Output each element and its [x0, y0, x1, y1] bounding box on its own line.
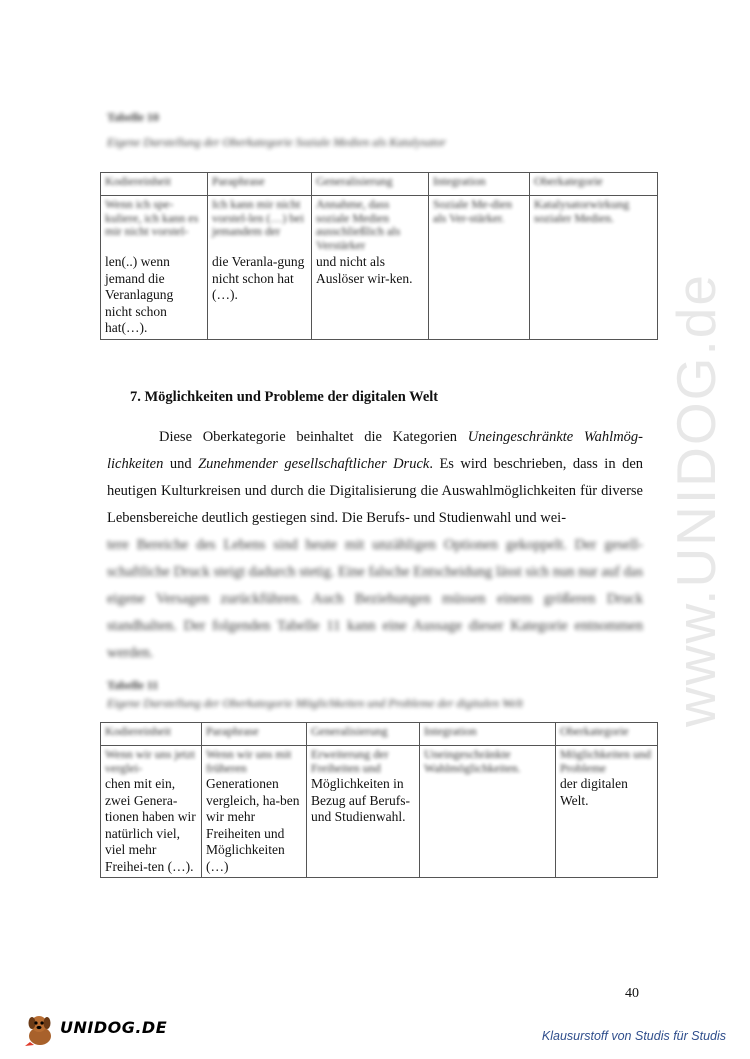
table11-cell-blurred: Uneingeschränkte Wahlmöglichkeiten. [424, 747, 521, 775]
logo-text: UNIDOG.DE [60, 1018, 168, 1037]
table10-cell-blurred: Ich kann mir nicht vorstel-len (…) bei jemandem der [212, 197, 304, 238]
blurred-paragraph: tere Bereiche des Lebens sind heute mit unzähligen Optionen gekoppelt. Der gesell-schaftliche Druck steigt dadurch stetig. Eine falsche Entscheidung lässt sich nun nur auf das eigene Versagen zurückführen. Auch Beziehungen müssen einem größeren Druck standhalten. Der folgenden Tabelle 11 kann eine Aussage dieser Kategorie entnommen werden. [107, 537, 643, 661]
category-name-1: Uneingeschränkte Wahlmög-lichkeiten [107, 429, 643, 472]
table11-cell-blurred: Wenn wir uns mit früheren [206, 747, 292, 775]
page-number: 40 [625, 986, 639, 1001]
table-row [101, 196, 658, 340]
section-paragraph [107, 424, 643, 532]
footer-tagline: Klausurstoff von Studis für Studis [541, 1029, 726, 1043]
table11-cell: der digitalen Welt. [560, 776, 628, 808]
table11-header: Generalisierung [311, 724, 388, 738]
table11-header: Paraphrase [206, 724, 259, 738]
table11-label: Tabelle 11 [107, 678, 159, 692]
table10-header: Generalisierung [316, 174, 393, 188]
category-name-2: Zunehmender gesellschaftlicher Druck [198, 456, 430, 472]
table10-title: Eigene Darstellung der Oberkategorie Soziale Medien als Katalysator [107, 135, 446, 149]
table10-cell-blurred: Annahme, dass soziale Medien ausschließlich als Verstärker [316, 197, 401, 252]
table10-cell: len(..) wenn jemand die Veranlagung nicht schon hat(…). [105, 254, 174, 335]
watermark [636, 273, 750, 727]
table11-cell-blurred: Möglichkeiten und Probleme [560, 747, 651, 775]
table10 [100, 172, 658, 340]
section-heading: 7. Möglichkeiten und Probleme der digitalen Welt [130, 389, 439, 405]
table10-cell: und nicht als Auslöser wir-ken. [316, 254, 413, 286]
table10-header: Integration [433, 174, 486, 188]
table11-header: Kodiereinheit [105, 724, 171, 738]
table11-cell-blurred: Erweiterung der Freiheiten und [311, 747, 389, 775]
table10-header: Paraphrase [212, 174, 265, 188]
table10-cell: die Veranla-gung nicht schon hat (…). [212, 254, 305, 302]
table11-cell-blurred: Wenn wir uns jetzt verglei- [105, 747, 196, 775]
unidog-logo[interactable] [22, 1012, 168, 1048]
table11-cell: chen mit ein, zwei Genera-tionen haben wir natürlich viel, viel mehr Freihei-ten (…). [105, 776, 196, 874]
table10-header: Kodiereinheit [105, 174, 171, 188]
paragraph-text-rest: . Es wird beschrieben, dass in den heutigen Kulturkreisen und durch die Digitalisierung die Auswahlmöglichkeiten für diverse Lebensbereiche deutlich gestiegen sind. Die Berufs- und Studienwahl und wei- [107, 456, 644, 526]
table11-header: Integration [424, 724, 477, 738]
dog-mascot-icon [22, 1012, 58, 1048]
table11 [100, 722, 658, 878]
paragraph-text-mid: und [163, 456, 199, 472]
table11-cell: Generationen vergleich, ha-ben wir mehr Freiheiten und Möglichkeiten (…) [206, 776, 300, 874]
table10-cell-blurred: Katalysatorwirkung sozialer Medien. [534, 197, 630, 225]
table10-cell-blurred: Soziale Me-dien als Ver-stärker. [433, 197, 512, 225]
table10-label: Tabelle 10 [107, 110, 159, 124]
table-row [101, 746, 658, 878]
table10-cell-blurred: Wenn ich spe-kuliere, ich kann es mir nicht vorstel- [105, 197, 199, 238]
paragraph-text-start: Diese Oberkategorie beinhaltet die Kategorien [159, 429, 468, 445]
table11-cell: Möglichkeiten in Bezug auf Berufs- und Studienwahl. [311, 776, 410, 824]
table11-title: Eigene Darstellung der Oberkategorie Möglichkeiten und Probleme der digitalen Welt [107, 696, 524, 710]
watermark-text: www.UNIDOG.de [665, 273, 727, 727]
table10-header: Oberkategorie [534, 174, 603, 188]
table11-header: Oberkategorie [560, 724, 629, 738]
